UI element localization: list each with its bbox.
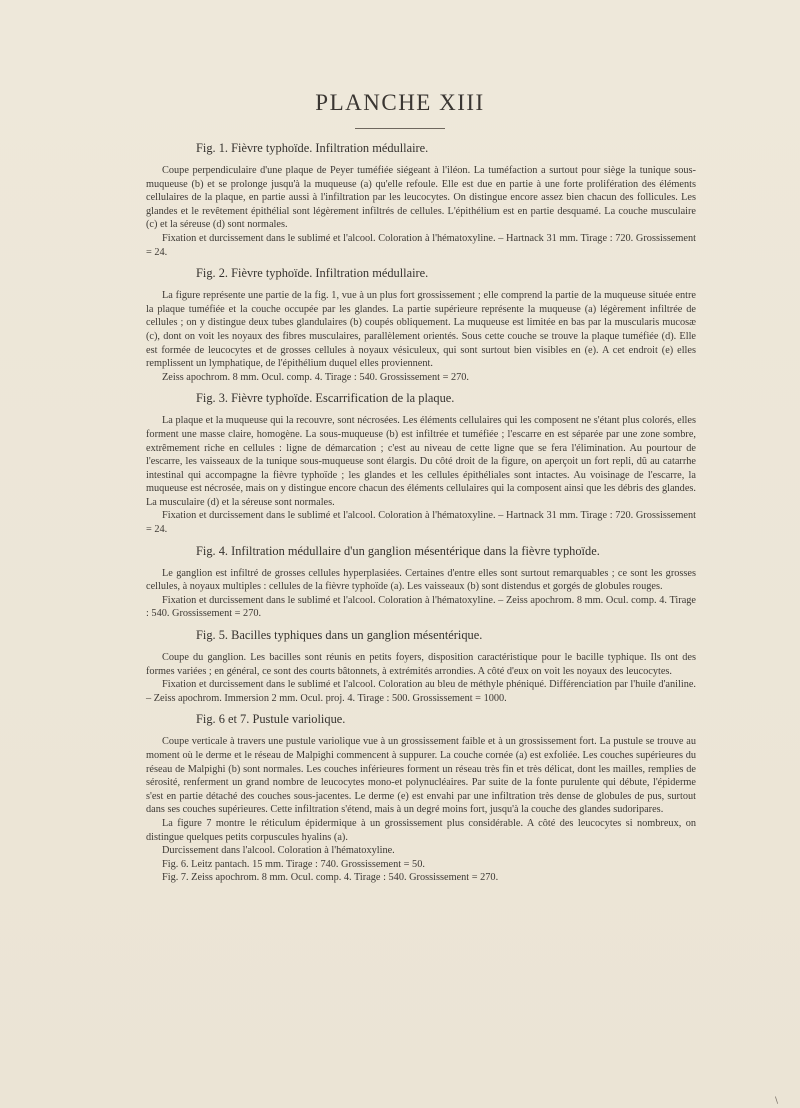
section-fig-3 — [146, 391, 696, 536]
description-paragraph: La figure représente une partie de la fig. 1, vue à un plus fort grossissement ; elle comprend la partie de la muqueuse située entre la plaque tuméfiée et la couche occupée par les glandes. La partie supérieure représente la muqueuse (a) légèrement infiltrée de cellules ; on y distingue deux tubes glandulaires (b) coupés obliquement. La muqueuse est limitée en bas par la muscularis mucosæ (c), dont on voit les noyaux des fibres musculaires, parallèlement orientés. Sous cette couche se trouve la plaque tuméfiée (d). Elle est formée de leucocytes et de grosses cellules à noyaux vésiculeux, qui sont surtout bien visibles en (e). A cet endroit (e) elles remplissent un lymphatique, de l'épithélium duquel elles proviennent. — [146, 290, 696, 370]
section-heading: Fig. 4. Infiltration médullaire d'un ganglion mésentérique dans la fièvre typhoïde. — [196, 543, 600, 558]
section-heading: Fig. 2. Fièvre typhoïde. Infiltration médullaire. — [196, 266, 429, 281]
technique-paragraph: Fixation et durcissement dans le sublimé et l'alcool. Coloration au bleu de méthyle phéniqué. Différenciation par l'huile d'aniline. – Zeiss apochrom. Immersion 2 mm. Ocul. proj. 4. Tirage : 500. Grossissement = 1000. — [146, 679, 696, 704]
section-fig-6-7 — [146, 712, 696, 885]
plate-legend — [146, 141, 696, 892]
plate-title: PLANCHE XIII — [315, 90, 485, 115]
technique-paragraph: Fixation et durcissement dans le sublimé et l'alcool. Coloration à l'hématoxyline. – Zeiss apochrom. 8 mm. Ocul. comp. 4. Tirage : 540. Grossissement = 270. — [146, 594, 696, 620]
description-paragraph: Coupe verticale à travers une pustule variolique vue à un grossissement faible et à un grossissement fort. La pustule se trouve au moment où le derme et le réseau de Malpighi commencent à suppurer. La couche cornée (a) est exfoliée. Les couches supérieures du réseau de Malpighi (b) sont normales. Les couches inférieures forment un réseau très fin et très délicat, dont les mailles, remplies de sérosité, renferment un grand nombre de leucocytes mono-et polynucléaires. Par suite de la fonte purulente qui débute, l'épiderme s'est en partie détaché des couches sous-jacentes. Le derme (e) est envahi par une infiltration très dense de globules de pus, surtout dans ses couches supérieures. Cette infiltration s'étend, mais à un degré moins fort, jusqu'à la couche des glandes sudoripares. — [146, 736, 696, 816]
technique-paragraph: Fixation et durcissement dans le sublimé et l'alcool. Coloration à l'hématoxyline. – Hartnack 31 mm. Tirage : 720. Grossissement = 24. — [146, 510, 696, 536]
description-paragraph: La plaque et la muqueuse qui la recouvre, sont nécrosées. Les éléments cellulaires qui les composent ne s'étant plus colorés, elles forment une masse claire, homogène. La sous-muqueuse (b) est infiltrée et tuméfiée ; l'escarre en est séparée par une zone sombre, extrêmement riche en cellules : ligne de démarcation ; c'est au niveau de cette ligne que se fera l'élimination. Au pourtour de l'escarre, les vaisseaux de la tunique sous-muqueuse sont élargis. Du côté droit de la figure, on aperçoit un fort repli, dû au catarrhe intestinal qui accompagne la fièvre typhoïde ; les glandes et les cellules épithéliales sont intactes. Au voisinage de l'escarre, la muqueuse est nécrosée, mais on y distingue encore chacun des éléments cellulaires qui la composent ainsi que les débris des glandes. La musculaire (d) et la séreuse sont normales. — [146, 415, 696, 508]
technique-paragraph: Durcissement dans l'alcool. Coloration à l'hématoxyline. — [162, 845, 395, 857]
section-heading: Fig. 3. Fièvre typhoïde. Escarrification de la plaque. — [196, 391, 455, 406]
corner-mark: \ — [775, 1096, 779, 1106]
title-rule — [355, 128, 445, 129]
technique-fig-6: Fig. 6. Leitz pantach. 15 mm. Tirage : 740. Grossissement = 50. — [162, 858, 425, 870]
section-fig-1 — [146, 141, 696, 259]
technique-paragraph: Zeiss apochrom. 8 mm. Ocul. comp. 4. Tirage : 540. Grossissement = 270. — [162, 371, 469, 383]
technique-paragraph: Fixation et durcissement dans le sublimé et l'alcool. Coloration à l'hématoxyline. – Hartnack 31 mm. Tirage : 720. Grossissement = 24. — [146, 232, 696, 258]
section-heading: Fig. 5. Bacilles typhiques dans un ganglion mésentérique. — [196, 628, 483, 643]
description-paragraph: La figure 7 montre le réticulum épidermique à un grossissement plus considérable. A côté des leucocytes si nombreux, on distingue quelques petits corpuscules hyalins (a). — [146, 817, 696, 843]
technique-fig-7: Fig. 7. Zeiss apochrom. 8 mm. Ocul. comp. 4. Tirage : 540. Grossissement = 270. — [162, 872, 499, 884]
section-fig-4 — [146, 544, 696, 621]
section-heading: Fig. 1. Fièvre typhoïde. Infiltration médullaire. — [196, 141, 429, 155]
description-paragraph: Le ganglion est infiltré de grosses cellules hyperplasiées. Certaines d'entre elles sont surtout remarquables ; ce sont les grosses cellules, à noyaux multiples : cellules de la fièvre typhoïde (a). Les vaisseaux (b) sont distendus et gorgés de globules rouges. — [146, 567, 696, 593]
section-fig-2 — [146, 266, 696, 384]
section-heading: Fig. 6 et 7. Pustule variolique. — [196, 712, 346, 727]
description-paragraph: Coupe du ganglion. Les bacilles sont réunis en petits foyers, disposition caractéristique pour le bacille typhique. Ils ont des formes variées ; en général, ce sont des courts bâtonnets, à extrémités arrondies. A côté d'eux on voit les noyaux des leucocytes. — [146, 652, 696, 677]
section-fig-5 — [146, 628, 696, 705]
description-paragraph: Coupe perpendiculaire d'une plaque de Peyer tuméfiée siégeant à l'iléon. La tuméfaction a surtout pour siège la tunique sous-muqueuse (b) et se prolonge jusqu'à la muqueuse (a) qu'elle refoule. Elle est due en partie à une forte prolifération des éléments cellulaires de la plaque, en partie aussi à l'infiltration par les leucocytes. On distingue encore assez bien chacun des follicules. Les glandes et le revêtement épithélial sont légèrement infiltrés de cellules. L'épithélium est en partie desquamé. La couche musculaire (c) et la séreuse (d) sont normales. — [146, 165, 696, 231]
